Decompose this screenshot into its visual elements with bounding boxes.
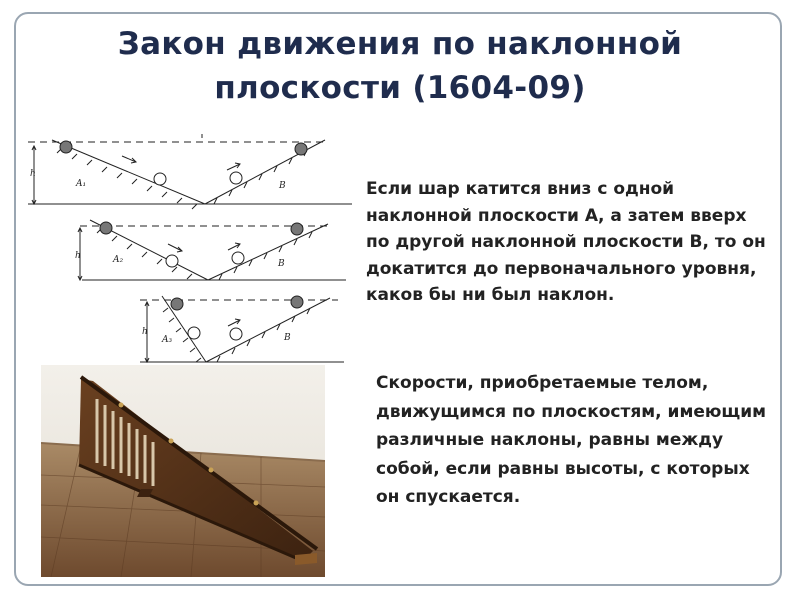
plane-label-b1: B xyxy=(279,181,286,191)
height-label-1: h xyxy=(30,169,36,179)
inclined-plane-photo xyxy=(41,365,325,577)
diagram-3 xyxy=(140,296,344,362)
title-line-1: Закон движения по наклонной xyxy=(117,26,683,62)
inclined-plane-diagram xyxy=(22,128,352,368)
height-label-2: h xyxy=(75,251,81,261)
plane-label-a1: A₁ xyxy=(76,179,87,189)
paragraph-1: Если шар катится вниз с одной наклонной плоскости А, а затем вверх по другой наклонной плоскости В, то он докатится до первоначального уровня, каков бы ни был наклон. xyxy=(366,179,766,305)
plane-label-a2: A₂ xyxy=(113,255,124,265)
title-line-2: плоскости (1604-09) xyxy=(214,70,586,106)
plane-label-b3: B xyxy=(284,333,291,343)
plane-label-a3: A₃ xyxy=(162,335,173,345)
height-label-3: h xyxy=(142,327,148,337)
paragraph-2: Скорости, приобретаемые телом, движущимся по плоскостям, имеющим различные наклоны, равны между собой, если равны высоты, с которых он спускается. xyxy=(376,373,767,507)
plane-label-b2: B xyxy=(278,259,285,269)
diagram-2 xyxy=(78,220,346,280)
apparatus-photo-illustration xyxy=(41,365,325,577)
slide-title xyxy=(40,22,760,110)
